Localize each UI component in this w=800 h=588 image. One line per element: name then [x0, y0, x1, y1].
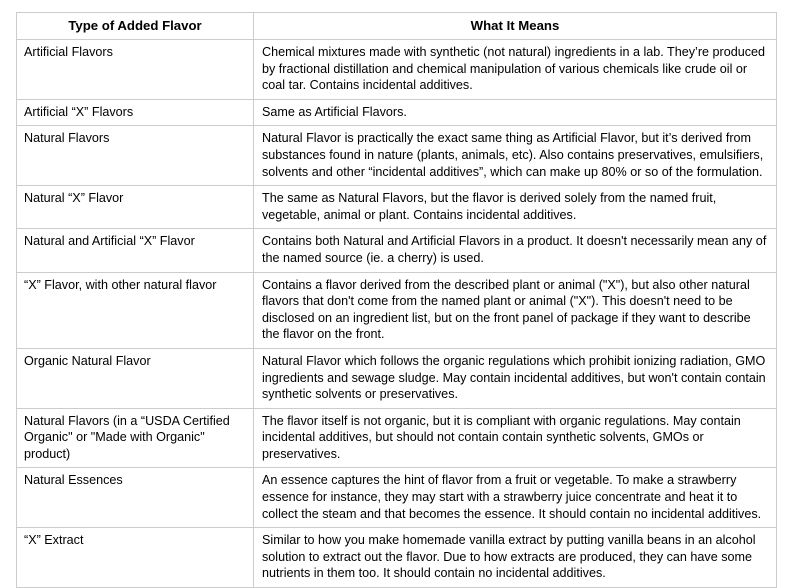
- table-row: [17, 528, 777, 588]
- flavor-type-text: Artificial Flavors: [24, 45, 113, 59]
- table-body: [17, 40, 777, 588]
- cell-flavor-meaning: [254, 408, 777, 468]
- flavor-meaning-text: Similar to how you make homemade vanilla extract by putting vanilla beans in an alcohol solution to extract out the flavor. Due to how extracts are produced, they can have some nutrients in them too. It should contain no incidental additives.: [262, 533, 756, 581]
- flavor-type-text: Natural Essences: [24, 473, 123, 488]
- cell-flavor-type: [17, 408, 254, 468]
- flavor-table-container: [16, 12, 776, 588]
- cell-flavor-type: [17, 528, 254, 588]
- cell-flavor-type: [17, 126, 254, 186]
- flavor-meaning-text: Natural Flavor is practically the exact same thing as Artificial Flavor, but it’s derived from substances found in nature (plants, animals, etc). Also contains preservatives, emulsifiers, solvents and other “incidental additives”, which can make up 80% or so of the formulation.: [262, 131, 764, 179]
- cell-flavor-meaning: [254, 40, 777, 100]
- cell-flavor-type: [17, 186, 254, 229]
- cell-flavor-meaning: [254, 229, 777, 272]
- table-row: [17, 468, 777, 528]
- flavor-meaning-text: Same as Artificial Flavors.: [262, 104, 407, 119]
- table-header: [17, 13, 777, 40]
- cell-flavor-type: [17, 40, 254, 100]
- table-row: [17, 408, 777, 468]
- flavor-meaning-text: Contains both Natural and Artificial Flavors in a product. It doesn't necessarily mean any of the named source (ie. a cherry) is used.: [262, 234, 767, 265]
- flavor-meaning-text: An essence captures the hint of flavor from a fruit or vegetable. To make a strawberry essence for instance, they may start with a strawberry juice concentrate and heat it to collect the steam and that becomes the essence. It should contain no incidental additives.: [262, 473, 762, 521]
- flavor-type-text: “X” Extract: [24, 533, 84, 548]
- flavor-type-text: Natural Flavors (in a “USDA Certified Organic" or "Made with Organic" product): [24, 413, 230, 461]
- table-header-row: [17, 13, 777, 40]
- flavor-type-text: Natural “X” Flavor: [24, 191, 124, 206]
- flavor-type-text: Natural Flavors: [24, 131, 110, 146]
- flavor-type-text: Organic Natural Flavor: [24, 353, 151, 368]
- cell-flavor-type: [17, 229, 254, 272]
- added-flavor-table: [16, 12, 777, 588]
- column-header-type: Type of Added Flavor: [17, 13, 254, 40]
- table-row: [17, 272, 777, 348]
- flavor-type-text: Artificial “X” Flavors: [24, 104, 134, 119]
- cell-flavor-meaning: [254, 468, 777, 528]
- table-row: [17, 126, 777, 186]
- flavor-meaning-text: Chemical mixtures made with synthetic (not natural) ingredients in a lab. They’re produced by fractional distillation and chemical manipulation of various chemicals like crude oil or coal tar. Contains incidental additives.: [262, 45, 766, 93]
- cell-flavor-meaning: [254, 528, 777, 588]
- cell-flavor-meaning: [254, 348, 777, 408]
- cell-flavor-type: [17, 348, 254, 408]
- table-row: [17, 99, 777, 126]
- cell-flavor-type: [17, 468, 254, 528]
- table-row: [17, 348, 777, 408]
- cell-flavor-meaning: [254, 272, 777, 348]
- flavor-meaning-text: The same as Natural Flavors, but the flavor is derived solely from the named fruit, vegetable, animal or plant. Contains incidental additives.: [262, 191, 717, 222]
- flavor-type-text: Natural and Artificial “X” Flavor: [24, 234, 195, 249]
- table-row: [17, 40, 777, 100]
- cell-flavor-meaning: [254, 126, 777, 186]
- flavor-meaning-text: The flavor itself is not organic, but it is compliant with organic regulations. May contain incidental additives, but should not contain contain synthetic solvents, GMOs or preservatives.: [262, 413, 741, 461]
- flavor-type-text: “X” Flavor, with other natural flavor: [24, 277, 217, 292]
- column-header-meaning: What It Means: [254, 13, 777, 40]
- table-row: [17, 229, 777, 272]
- cell-flavor-type: [17, 272, 254, 348]
- cell-flavor-meaning: [254, 186, 777, 229]
- cell-flavor-meaning: [254, 99, 777, 126]
- flavor-meaning-text: Natural Flavor which follows the organic regulations which prohibit ionizing radiation, GMO ingredients and sewage sludge. May contain incidental additives, but won't contain contain synthetic solvents or preservatives.: [262, 353, 766, 402]
- flavor-meaning-text: Contains a flavor derived from the described plant or animal ("X"), but also other natural flavors that don't come from the named plant or animal ("X"). This doesn't need to be disclosed on an ingredient list, but on the front panel of package if they want to describe the flavor on the front.: [262, 277, 751, 342]
- table-row: [17, 186, 777, 229]
- cell-flavor-type: [17, 99, 254, 126]
